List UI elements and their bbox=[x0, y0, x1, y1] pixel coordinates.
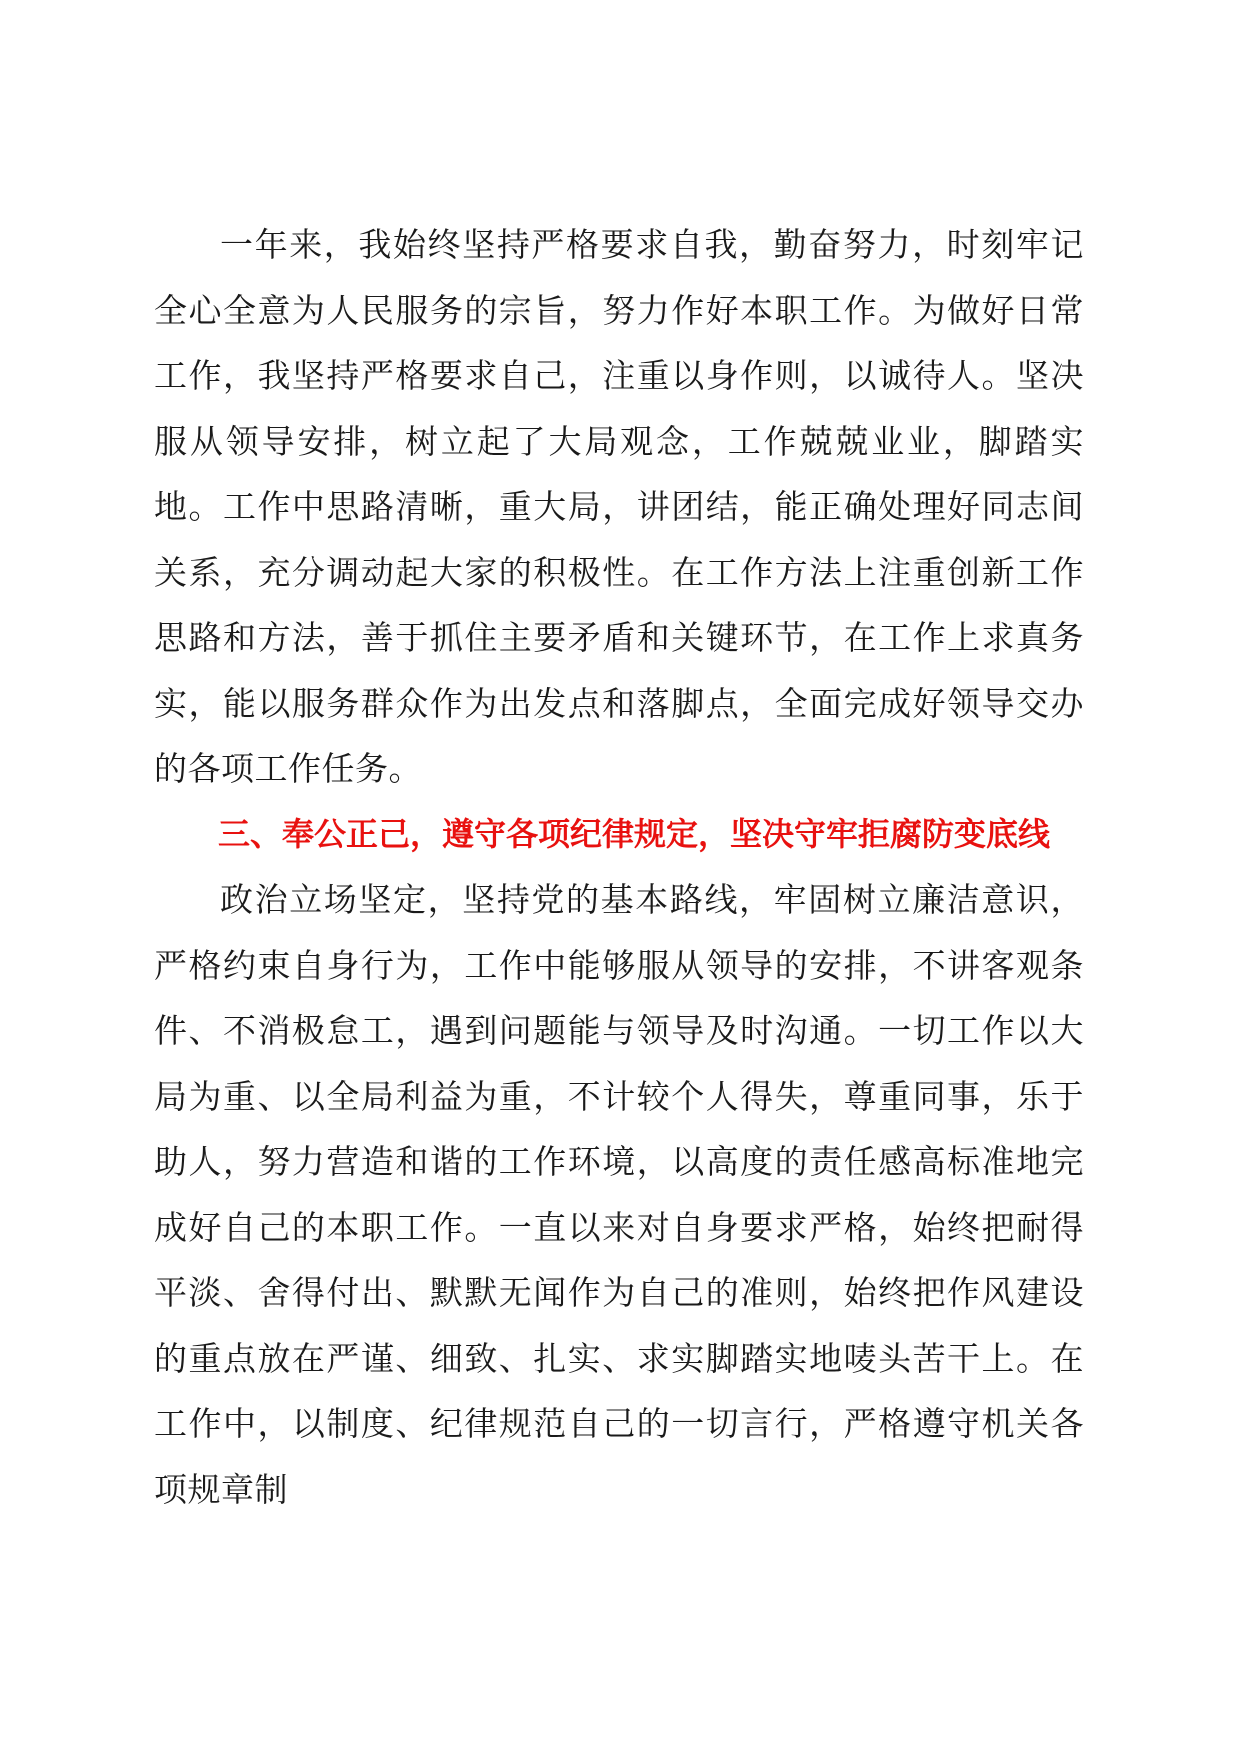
paragraph-political-stance: 政治立场坚定，坚持党的基本路线，牢固树立廉洁意识，严格约束自身行为，工作中能够服从领导的安排，不讲客观条件、不消极怠工，遇到问题能与领导及时沟通。一切工作以大局为重、以全局利益为重，不计较个人得失，尊重同事，乐于助人，努力营造和谐的工作环境，以高度的责任感高标准地完成好自己的本职工作。一直以来对自身要求严格，始终把耐得平淡、舍得付出、默默无闻作为自己的准则，始终把作风建设的重点放在严谨、细致、扎实、求实脚踏实地唛头苦干上。在工作中，以制度、纪律规范自己的一切言行，严格遵守机关各项规章制 bbox=[154, 880, 1084, 1509]
section-heading-discipline: 三、奉公正己，遵守各项纪律规定，坚决守牢拒腐防变底线 bbox=[218, 814, 1051, 853]
document-body bbox=[154, 212, 1084, 1522]
paragraph-work-summary: 一年来，我始终坚持严格要求自我，勤奋努力，时刻牢记全心全意为人民服务的宗旨，努力作好本职工作。为做好日常工作，我坚持严格要求自己，注重以身作则，以诚待人。坚决服从领导安排，树立起了大局观念，工作兢兢业业，脚踏实地。工作中思路清晰，重大局，讲团结，能正确处理好同志间关系，充分调动起大家的积极性。在工作方法上注重创新工作思路和方法，善于抓住主要矛盾和关键环节，在工作上求真务实，能以服务群众作为出发点和落脚点，全面完成好领导交办的各项工作任务。 bbox=[154, 225, 1084, 788]
